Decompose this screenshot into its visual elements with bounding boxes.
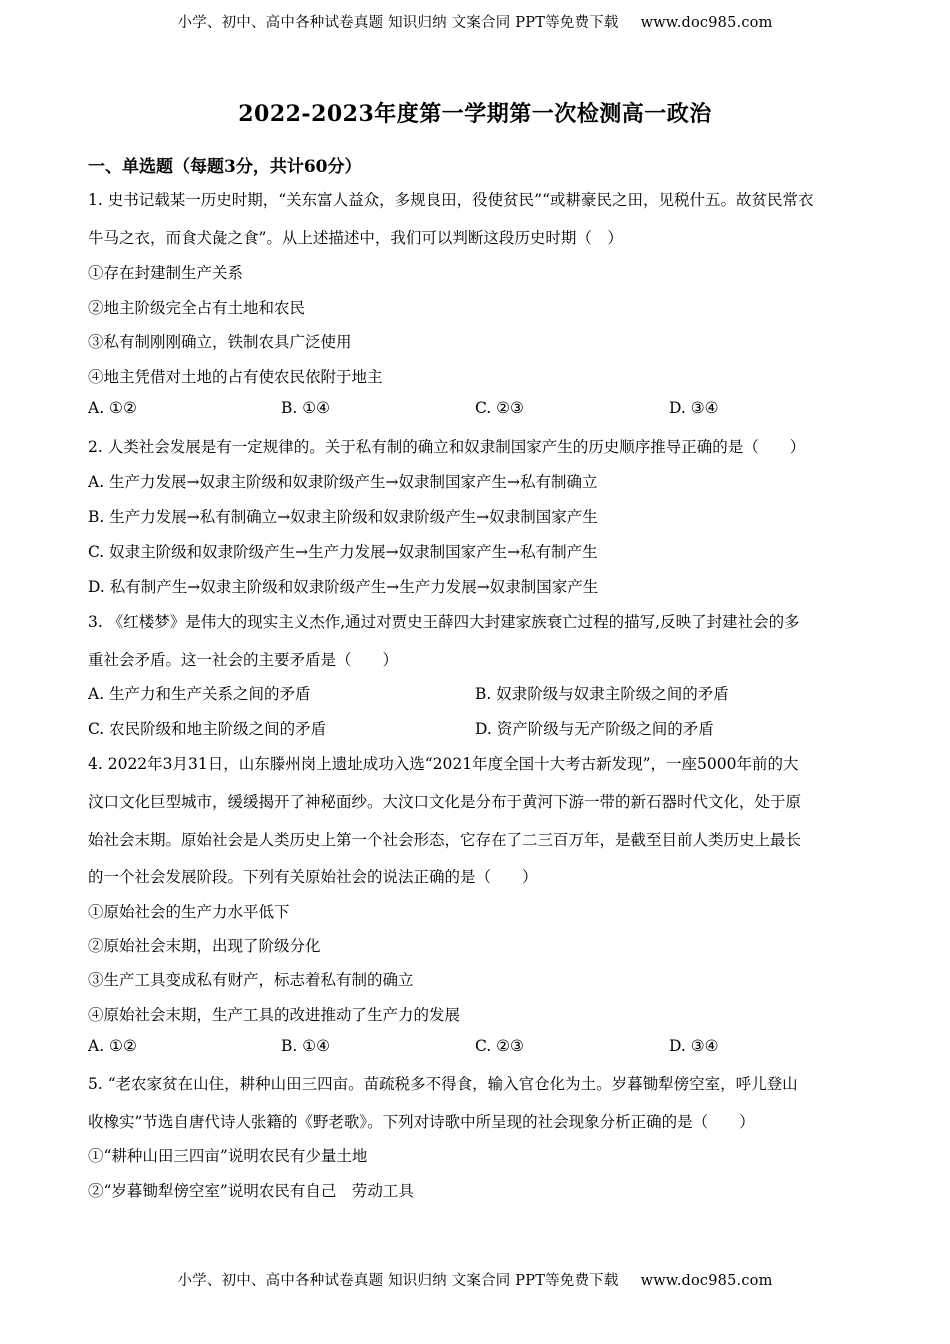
q4-stem-line: 汶口文化巨型城市，缓缓揭开了神秘面纱。大汶口文化是分布于黄河下游一带的新石器时代文化，处于原: [88, 793, 802, 811]
q5-stem-line: 5. “老农家贫在山住，耕种山田三四亩。苗疏税多不得食，输入官仓化为土。岁暮锄犁傍空室，呼儿登山: [88, 1075, 798, 1093]
q1-stem-line: 1. 史书记载某一历史时期，“关东富人益众，多规良田，役使贫民”“或耕豪民之田，见税什五。故贫民常衣: [88, 191, 814, 209]
q3-option-a[interactable]: A. 生产力和生产关系之间的矛盾: [88, 685, 311, 703]
q3-stem-line: 重社会矛盾。这一社会的主要矛盾是（ ）: [88, 651, 399, 669]
q4-stem-line: 的一个社会发展阶段。下列有关原始社会的说法正确的是（ ）: [88, 868, 538, 886]
q3-stem-line: 3. 《红楼梦》是伟大的现实主义杰作,通过对贾史王薛四大封建家族衰亡过程的描写,反映了封建社会的多: [88, 613, 800, 631]
q4-stem-line: 4. 2022年3月31日，山东滕州岗上遗址成功入选“2021年度全国十大考古新发现”，一座5000年前的大: [88, 755, 799, 773]
q1-option-d[interactable]: D. ③④: [669, 399, 719, 417]
q4-option-c[interactable]: C. ②③: [475, 1037, 524, 1055]
q2-stem-line: 2. 人类社会发展是有一定规律的。关于私有制的确立和奴隶制国家产生的历史顺序推导正确的是（ ）: [88, 438, 806, 456]
q3-option-d[interactable]: D. 资产阶级与无产阶级之间的矛盾: [475, 720, 714, 738]
q1-item: ①存在封建制生产关系: [88, 264, 244, 282]
q5-item: ①“耕种山田三四亩”说明农民有少量土地: [88, 1147, 368, 1165]
q5-item: ②“岁暮锄犁傍空室”说明农民有自己 劳动工具: [88, 1182, 414, 1200]
header-site-link[interactable]: www.doc985.com: [640, 15, 773, 31]
header-text: 小学、初中、高中各种试卷真题 知识归纳 文案合同 PPT等免费下载: [177, 15, 619, 31]
q4-item: ③生产工具变成私有财产，标志着私有制的确立: [88, 971, 414, 989]
q2-option-b[interactable]: B. 生产力发展→私有制确立→奴隶主阶级和奴隶阶级产生→奴隶制国家产生: [88, 508, 598, 526]
q2-option-c[interactable]: C. 奴隶主阶级和奴隶阶级产生→生产力发展→奴隶制国家产生→私有制产生: [88, 543, 598, 561]
q1-item: ③私有制刚刚确立，铁制农具广泛使用: [88, 333, 352, 351]
q1-stem-line: 牛马之衣，而食犬彘之食”。从上述描述中，我们可以判断这段历史时期（ ）: [88, 229, 623, 247]
q4-stem-line: 始社会末期。原始社会是人类历史上第一个社会形态，它存在了二三百万年，是截至目前人类历史上最长: [88, 831, 802, 849]
q2-option-d[interactable]: D. 私有制产生→奴隶主阶级和奴隶阶级产生→生产力发展→奴隶制国家产生: [88, 578, 599, 596]
q4-option-a[interactable]: A. ①②: [88, 1037, 137, 1055]
q4-item: ②原始社会末期，出现了阶级分化: [88, 937, 321, 955]
page-footer: [0, 1269, 950, 1290]
q4-option-d[interactable]: D. ③④: [669, 1037, 719, 1055]
q1-item: ④地主凭借对土地的占有使农民依附于地主: [88, 368, 383, 386]
q1-item: ②地主阶级完全占有土地和农民: [88, 299, 306, 317]
page-header: [0, 11, 950, 32]
q1-option-b[interactable]: B. ①④: [281, 399, 331, 417]
q3-option-b[interactable]: B. 奴隶阶级与奴隶主阶级之间的矛盾: [475, 685, 729, 703]
q4-option-b[interactable]: B. ①④: [281, 1037, 331, 1055]
q4-item: ①原始社会的生产力水平低下: [88, 903, 290, 921]
q5-stem-line: 收橡实”节选自唐代诗人张籍的《野老歌》。下列对诗歌中所呈现的社会现象分析正确的是（ ）: [88, 1113, 755, 1131]
q3-option-c[interactable]: C. 农民阶级和地主阶级之间的矛盾: [88, 720, 327, 738]
section-title: 一、单选题（每题3分，共计60分）: [88, 157, 362, 177]
footer-site-link[interactable]: www.doc985.com: [640, 1273, 773, 1289]
q1-option-c[interactable]: C. ②③: [475, 399, 524, 417]
q2-option-a[interactable]: A. 生产力发展→奴隶主阶级和奴隶阶级产生→奴隶制国家产生→私有制确立: [88, 473, 598, 491]
page-title: 2022-2023年度第一学期第一次检测高一政治: [238, 101, 712, 127]
q4-item: ④原始社会末期，生产工具的改进推动了生产力的发展: [88, 1006, 461, 1024]
footer-text: 小学、初中、高中各种试卷真题 知识归纳 文案合同 PPT等免费下载: [177, 1273, 619, 1289]
q1-option-a[interactable]: A. ①②: [88, 399, 137, 417]
